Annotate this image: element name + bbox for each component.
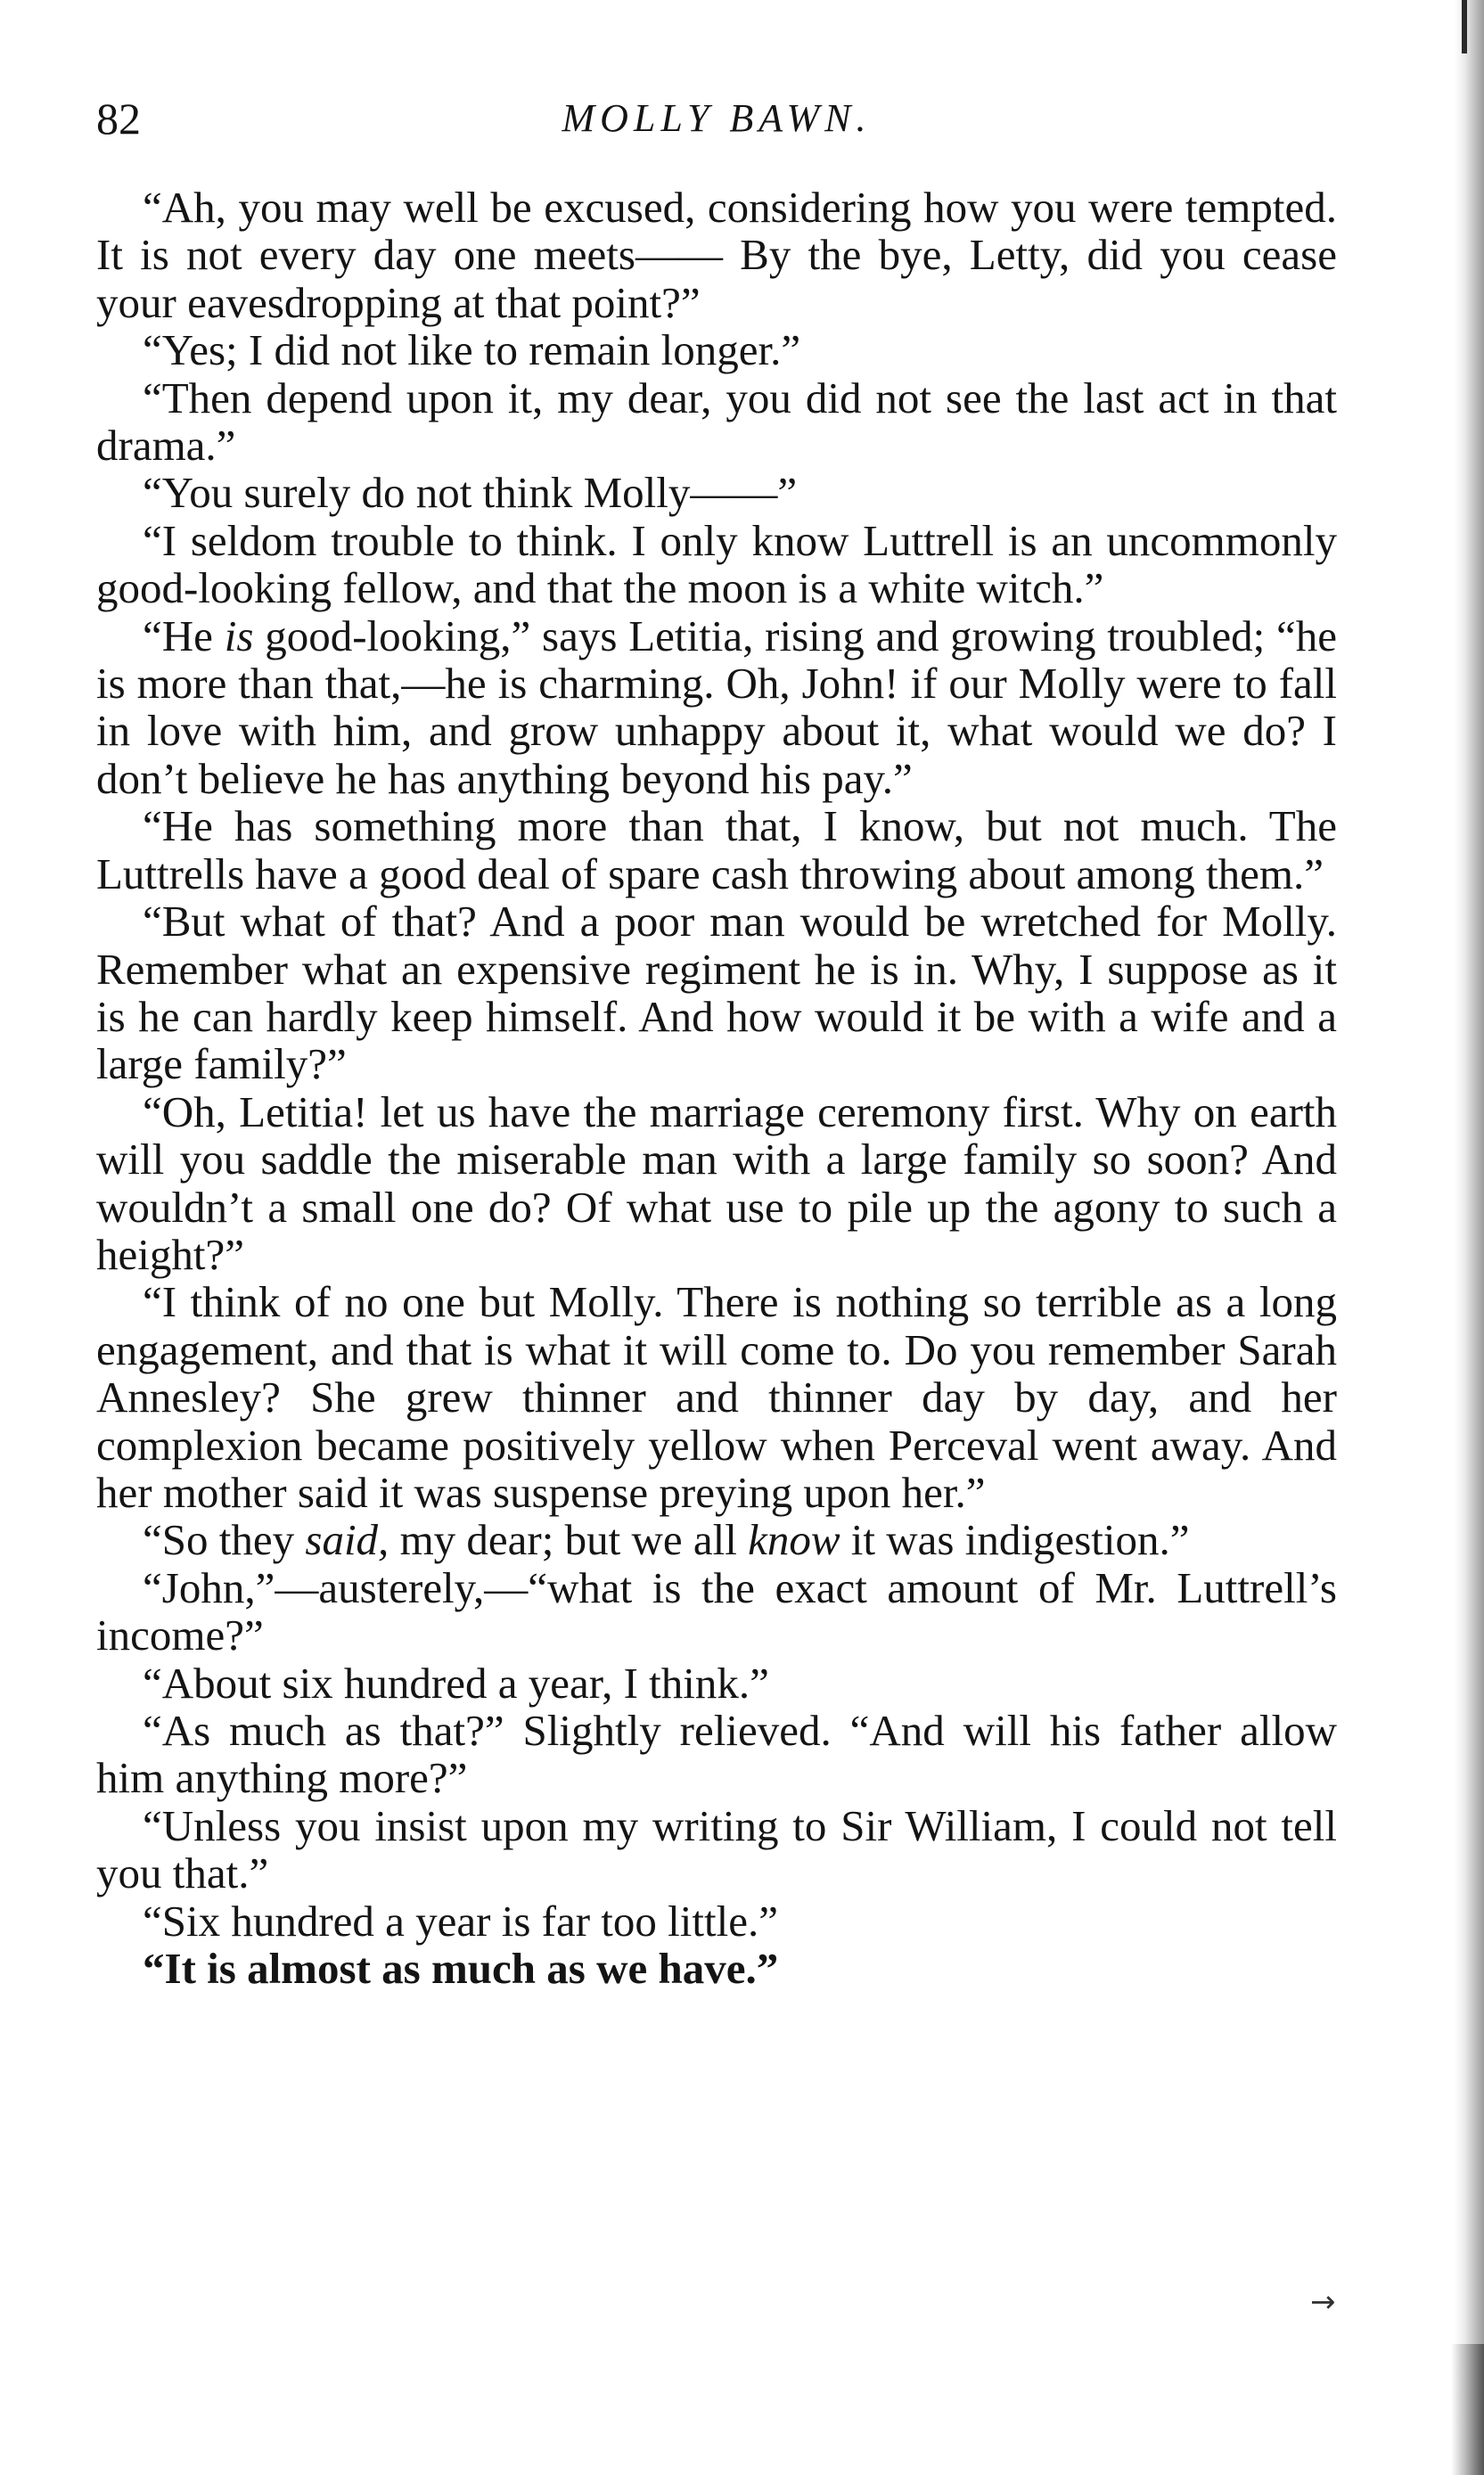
body-text — [96, 184, 1337, 1992]
paragraph: “About six hundred a year, I think.” — [143, 1658, 769, 1708]
paragraph: “Yes; I did not like to remain longer.” — [143, 325, 801, 375]
paragraph — [96, 1516, 1337, 1563]
paragraph: “John,”—austerely,—“what is the exact amount of Mr. Luttrell’s income?” — [96, 1562, 1337, 1660]
emphasis: said, — [305, 1515, 389, 1565]
page-edge-mark — [1462, 0, 1467, 53]
paragraph: “Ah, you may well be excused, considering how you were tempted. It is not every day one meets—— By the bye, Letty, did you cease your eavesdropping at that point?” — [96, 183, 1337, 327]
paragraph: “Oh, Letitia! let us have the marriage ceremony first. Why on earth will you saddle the miserable man with a large family so soon? And wouldn’t a small one do? Of what use to pile up the agony to such a height?” — [96, 1086, 1337, 1279]
running-title: MOLLY BAWN. — [562, 96, 872, 140]
paragraph: “I think of no one but Molly. There is nothing so terrible as a long engagement, and that is what it will come to. Do you remember Sarah Annesley? She grew thinner and thinner day by day, and her complexion became positively yellow when Perceval went away. And her mother said it was suspense preying upon her.” — [96, 1277, 1337, 1517]
paragraph: “Six hundred a year is far too little.” — [143, 1896, 778, 1946]
page-edge-shadow — [1455, 0, 1484, 2475]
paragraph: “Unless you insist upon my writing to Sir William, I could not tell you that.” — [96, 1800, 1337, 1898]
paragraph: “As much as that?” Slightly relieved. “And will his father allow him anything more?” — [96, 1706, 1337, 1803]
paragraph-last: “It is almost as much as we have.” — [143, 1944, 779, 1994]
text-run: “So they — [143, 1515, 306, 1565]
text-run: my dear; but we all — [389, 1515, 749, 1565]
paragraph: “You surely do not think Molly——” — [143, 468, 798, 518]
page-edge-curl — [1451, 2344, 1484, 2475]
page-header — [96, 87, 1337, 150]
emphasis: know — [748, 1515, 840, 1565]
text-run: good-looking,” says Letitia, rising and growing troubled; “he is more than that,—he is charming. Oh, John! if our Molly were to fall in love with him, and grow unhappy about it, what would we do? I don’t believe he has anything beyond his pay.” — [96, 611, 1337, 803]
paragraph: “I seldom trouble to think. I only know Luttrell is an uncommonly good-looking fellow, and that the moon is a white witch.” — [96, 515, 1337, 613]
paragraph — [96, 612, 1337, 803]
emphasis: is — [224, 611, 254, 660]
text-run: “He — [143, 611, 225, 660]
arrow-icon: → — [1310, 2284, 1336, 2320]
text-run: it was indigestion.” — [840, 1515, 1190, 1565]
paragraph: “But what of that? And a poor man would be wretched for Molly. Remember what an expensive regiment he is in. Why, I suppose as it is he can hardly keep himself. And how would it be with a wife and a large family?” — [96, 897, 1337, 1089]
paragraph: “He has something more than that, I know, but not much. The Luttrells have a good deal of spare cash throwing about among them.” — [96, 801, 1337, 898]
paragraph: “Then depend upon it, my dear, you did not see the last act in that drama.” — [96, 373, 1337, 471]
page-number: 82 — [96, 94, 141, 143]
